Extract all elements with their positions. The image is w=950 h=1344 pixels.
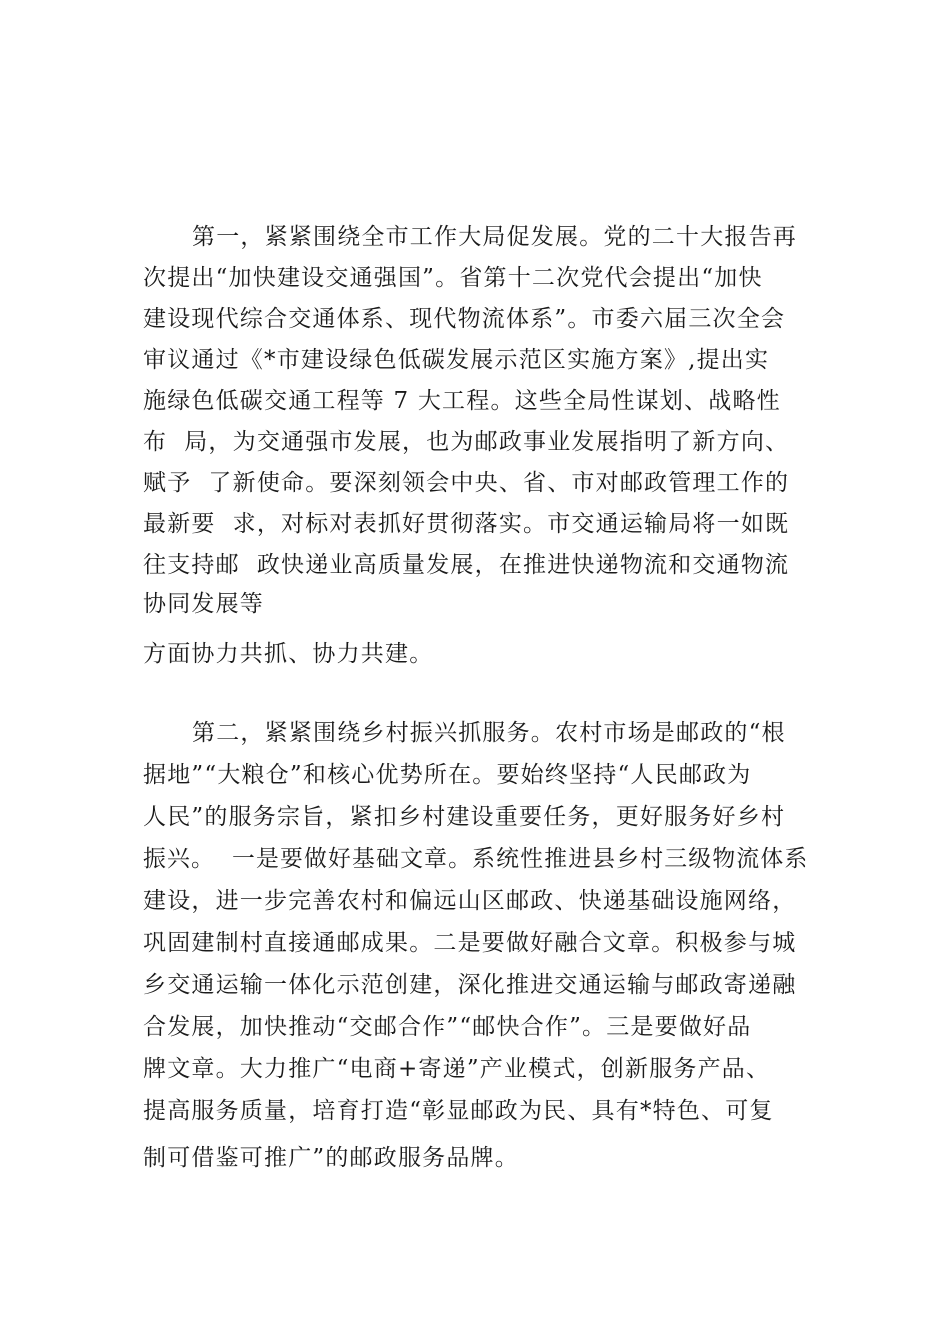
paragraph-2-line-7: 乡交通运输一体化示范创建，深化推进交通运输与邮政寄递融 <box>143 972 797 998</box>
paragraph-1-line-7: 赋予 了新使命。要深刻领会中央、省、市对邮政管理工作的 <box>143 470 790 496</box>
paragraph-1-line-3: 建设现代综合交通体系、现代物流体系”。市委六届三次全会 <box>143 306 786 332</box>
paragraph-2-line-8: 合发展，加快推动“交邮合作”“邮快合作”。三是要做好品 <box>143 1014 752 1040</box>
paragraph-1-line-10: 协同发展等 <box>143 591 264 617</box>
paragraph-2-line-4: 振兴。 一是要做好基础文章。系统性推进县乡村三级物流体系 <box>143 846 809 872</box>
paragraph-2-line-10: 提高服务质量，培育打造“彰显邮政为民、具有*特色、可复 <box>143 1098 774 1124</box>
paragraph-2-line-2: 据地”“大粮仓”和核心优势所在。要始终坚持“人民邮政为 <box>143 762 752 788</box>
paragraph-2-line-6: 巩固建制村直接通邮成果。二是要做好融合文章。积极参与城 <box>143 930 797 956</box>
paragraph-1-line-2: 次提出“加快建设交通强国”。省第十二次党代会提出“加快 <box>143 265 763 291</box>
paragraph-1-line-5: 施绿色低碳交通工程等 7 大工程。这些全局性谋划、战略性 <box>143 388 781 414</box>
paragraph-1-line-1: 第一，紧紧围绕全市工作大局促发展。党的二十大报告再 <box>192 224 797 250</box>
paragraph-2-line-11: 制可借鉴可推广”的邮政服务品牌。 <box>143 1145 519 1171</box>
paragraph-1-tail: 方面协力共抓、协力共建。 <box>143 641 434 667</box>
paragraph-2-line-3: 人民”的服务宗旨，紧扣乡村建设重要任务，更好服务好乡村 <box>143 804 786 830</box>
paragraph-1-line-6: 布 局，为交通强市发展，也为邮政事业发展指明了新方向、 <box>143 429 790 455</box>
paragraph-2-line-5: 建设，进一步完善农村和偏远山区邮政、快递基础设施网络， <box>143 888 797 914</box>
paragraph-2-line-1: 第二，紧紧围绕乡村振兴抓服务。农村市场是邮政的“根 <box>192 720 786 746</box>
paragraph-1-line-8: 最新要 求，对标对表抓好贯彻落实。市交通运输局将一如既 <box>143 511 790 537</box>
paragraph-1-line-9: 往支持邮 政快递业高质量发展，在推进快递物流和交通物流 <box>143 552 790 578</box>
paragraph-1-line-4: 审议通过《*市建设绿色低碳发展示范区实施方案》,提出实 <box>143 347 770 373</box>
paragraph-2-line-9: 牌文章。大力推广“电商+寄递”产业模式，创新服务产品、 <box>143 1056 771 1082</box>
